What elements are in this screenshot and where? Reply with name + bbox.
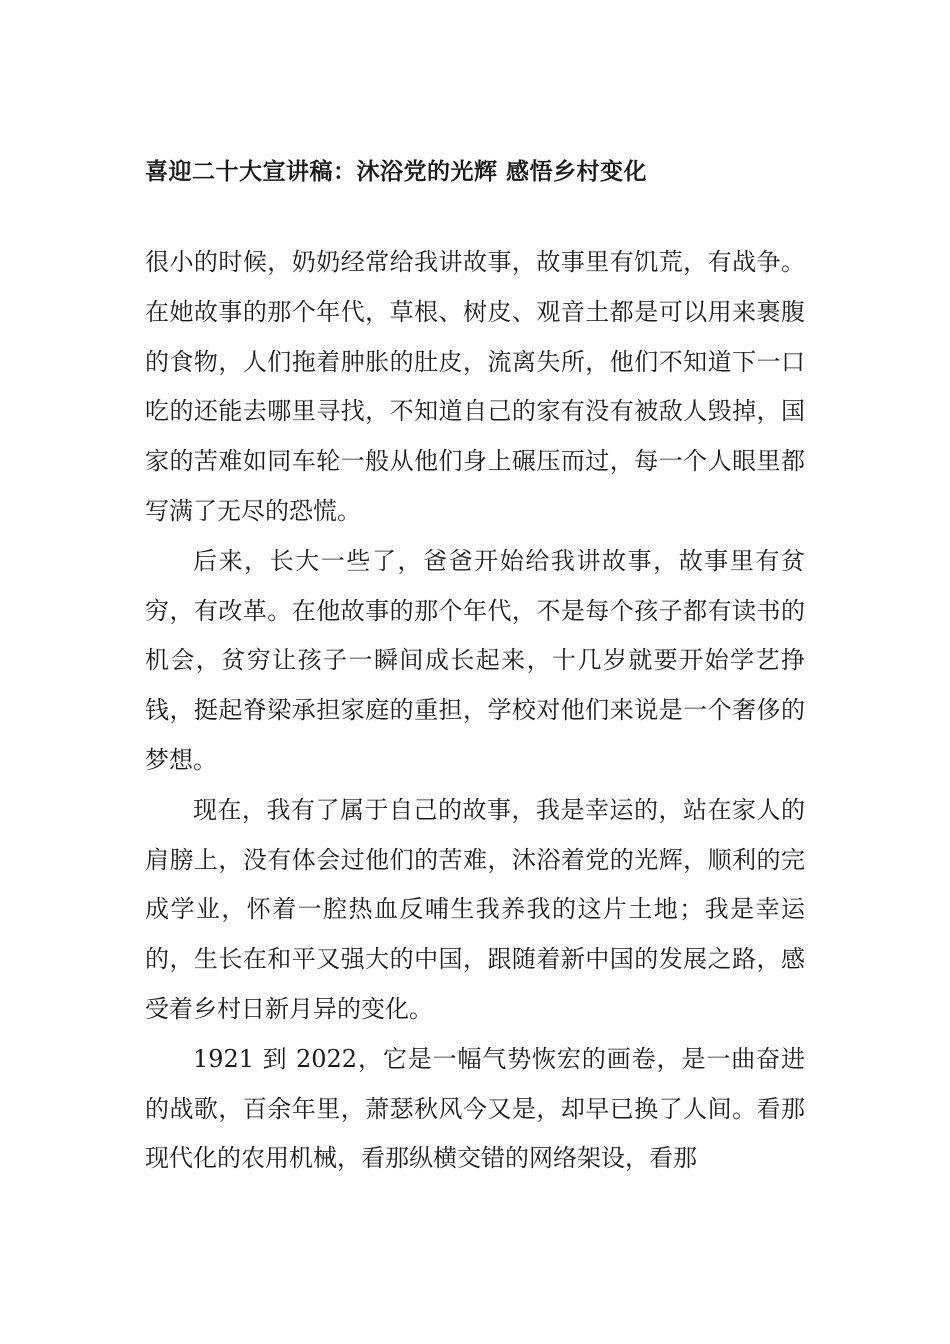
paragraph-4: 1921 到 2022，它是一幅气势恢宏的画卷，是一曲奋进的战歌，百余年里，萧瑟秋风今又是，却早已换了人间。看那现代化的农用机械，看那纵横交错的网络架设，看那 [145, 1044, 805, 1173]
paragraph-2: 后来，长大一些了，爸爸开始给我讲故事，故事里有贫穷，有改革。在他故事的那个年代，不是每个孩子都有读书的机会，贫穷让孩子一瞬间成长起来，十几岁就要开始学艺挣钱，挺起脊梁承担家庭的重担，学校对他们来说是一个奢侈的梦想。 [145, 546, 805, 774]
paragraph-1: 很小的时候，奶奶经常给我讲故事，故事里有饥荒，有战争。在她故事的那个年代，草根、树皮、观音土都是可以用来裹腹的食物，人们拖着肿胀的肚皮，流离失所，他们不知道下一口吃的还能去哪里寻找，不知道自己的家有没有被敌人毁掉，国家的苦难如同车轮一般从他们身上碾压而过，每一个人眼里都写满了无尽的恐慌。 [145, 248, 805, 525]
paragraph-3: 现在，我有了属于自己的故事，我是幸运的，站在家人的肩膀上，没有体会过他们的苦难，沐浴着党的光辉，顺利的完成学业，怀着一腔热血反哺生我养我的这片土地；我是幸运的，生长在和平又强大的中国，跟随着新中国的发展之路，感受着乡村日新月异的变化。 [145, 795, 805, 1023]
document-body [145, 238, 805, 1184]
document-title: 喜迎二十大宣讲稿：沐浴党的光辉 感悟乡村变化 [145, 159, 648, 185]
